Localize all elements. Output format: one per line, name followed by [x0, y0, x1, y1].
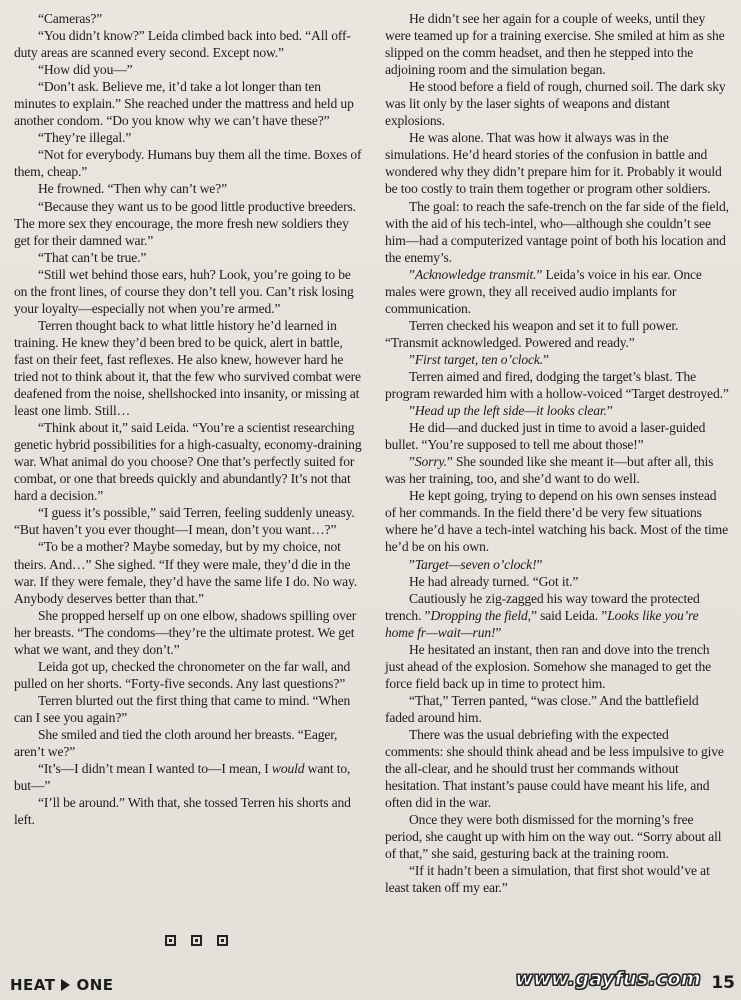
paragraph: [14, 129, 364, 146]
text-run: He was alone. That was how it always was in the simulations. He’d heard stories of the confusion in battle and wondered why they didn’t prepare him for it. Probably it would be too costly to train them together or program other soldiers.: [385, 130, 722, 197]
text-run: “Still wet behind those ears, huh? Look, you’re going to be on the front lines, of course they don’t tell you. Can’t risk losing your loyalty—especially not when you’re armed.”: [14, 266, 354, 316]
paragraph: [14, 78, 364, 129]
italic-text-run: Sorry.: [414, 454, 447, 470]
text-run: Terren checked his weapon and set it to full power. “Transmit acknowledged. Powered and ready.”: [385, 317, 679, 350]
text-run: “You didn’t know?” Leida climbed back into bed. “All off-duty areas are scanned every second. Except now.”: [14, 28, 351, 61]
paragraph: [385, 487, 730, 555]
text-run: Cautiously he zig-zagged his way toward the protected trench. ”: [385, 590, 700, 623]
text-run: Terren aimed and fired, dodging the target’s blast. The program rewarded him with a hollow-voiced “Target destroyed.”: [385, 368, 729, 402]
paragraph: [385, 198, 730, 266]
text-run: Leida got up, checked the chronometer on the far wall, and pulled on her shorts. “Forty-five seconds. Any last questions?”: [14, 658, 351, 691]
paragraph: [14, 760, 364, 794]
left-text-column: [14, 10, 364, 828]
text-run: “To be a mother? Maybe someday, but by my choice, not theirs. And…” She sighed. “If they were male, they’d die in the war. If they were female, they’d have the same life I do. No way. Anybody deserves better than that.”: [14, 539, 358, 606]
italic-text-run: would: [271, 761, 305, 777]
italic-text-run: Looks like you’re home fr—wait—run!: [385, 607, 699, 640]
paragraph: [385, 129, 730, 197]
paragraph: [14, 317, 364, 419]
paragraph: [385, 453, 730, 487]
text-run: “Think about it,” said Leida. “You’re a scientist researching genetic hybrid possibilities for a high-casualty, economy-draining war. What animal do you choose? One that’s perfectly suited for combat, or one that breeds quickly and abundantly? It’s not that hard a decision.”: [14, 420, 362, 504]
magazine-title: [10, 976, 114, 994]
paragraph: [14, 10, 364, 27]
magazine-title-word2: ONE: [76, 976, 114, 994]
text-run: “How did you—”: [38, 62, 133, 78]
paragraph: [385, 317, 730, 351]
paragraph: [385, 78, 730, 129]
paragraph: [14, 61, 364, 78]
text-run: Terren blurted out the first thing that came to mind. “When can I see you again?”: [14, 692, 351, 725]
text-run: She propped herself up on one elbow, shadows spilling over her breasts. “The condoms—they’re the ultimate protest. We get what we want, and they don’t.”: [14, 607, 357, 657]
paragraph: [14, 249, 364, 266]
text-run: ”: [409, 351, 415, 367]
paragraph: [385, 556, 730, 573]
italic-text-run: Acknowledge transmit.: [414, 266, 537, 282]
text-run: ”: [409, 266, 415, 282]
text-run: ” She sounded like she meant it—but after all, this was her training, too, and she’d want to do well.: [385, 454, 714, 487]
text-run: He didn’t see her again for a couple of weeks, until they were teamed up for a training exercise. She smiled at him as she slipped on the comm headset, and then he stepped into the adjoining room and the simulation began.: [385, 11, 725, 78]
paragraph: [385, 726, 730, 811]
italic-text-run: First target, ten o’clock.: [414, 351, 543, 367]
text-run: She smiled and tied the cloth around her breasts. “Eager, aren’t we?”: [14, 726, 338, 760]
paragraph: [385, 402, 730, 419]
text-run: He frowned. “Then why can’t we?”: [38, 181, 227, 197]
paragraph: [385, 419, 730, 453]
paragraph: [14, 692, 364, 726]
paragraph: [14, 198, 364, 249]
text-run: ”: [409, 403, 415, 419]
triangle-right-icon: [61, 979, 70, 991]
text-run: “That,” Terren panted, “was close.” And the battlefield faded around him.: [385, 692, 699, 725]
text-run: “Because they want us to be good little productive breeders. The more sex they encourage, the more fresh new soldiers they get for their damned war.”: [14, 198, 356, 248]
text-run: ” Leida’s voice in his ear. Once males were grown, they all received audio implants for communication.: [385, 266, 702, 316]
paragraph: [385, 573, 730, 590]
page-number: 15: [711, 973, 735, 993]
end-mark-icon: [191, 935, 202, 946]
paragraph: [385, 590, 730, 641]
paragraph: [385, 811, 730, 862]
italic-text-run: Target—seven o’clock!: [414, 556, 537, 572]
end-mark-icon: [217, 935, 228, 946]
magazine-title-word1: HEAT: [10, 976, 56, 994]
paragraph: [14, 504, 364, 538]
text-run: ”: [409, 454, 415, 470]
paragraph: [14, 419, 364, 504]
right-text-column: [385, 10, 730, 896]
text-run: ”: [543, 351, 549, 367]
paragraph: [14, 27, 364, 61]
section-end-marks: [165, 935, 228, 946]
text-run: “That can’t be true.”: [38, 249, 147, 265]
paragraph: [385, 692, 730, 726]
text-run: Once they were both dismissed for the morning’s free period, she caught up with him on the way out. “Sorry about all of that,” she said, gesturing back at the training room.: [385, 812, 722, 862]
text-run: ”: [495, 624, 502, 640]
text-run: He had already turned. “Got it.”: [409, 573, 579, 589]
page-footer: [0, 968, 741, 1000]
paragraph: [385, 266, 730, 317]
text-run: “They’re illegal.”: [38, 130, 132, 146]
text-run: He did—and ducked just in time to avoid a laser-guided bullet. “You’re supposed to tell me about those!”: [385, 420, 706, 453]
italic-text-run: Dropping the field,: [430, 607, 531, 623]
text-run: want to, but—”: [14, 761, 351, 794]
paragraph: [14, 180, 364, 197]
watermark-text: www.gayfus.com: [515, 968, 701, 990]
text-run: There was the usual debriefing with the expected comments: she should think ahead and be less impulsive to give the all-clear, and he should trust her commands without hesitation. That instant’s pause could have meant his life, and often did in the war.: [385, 726, 724, 811]
paragraph: [14, 146, 364, 180]
text-run: Terren thought back to what little history he’d learned in training. He knew they’d been bred to be quick, alert in battle, fast on their feet, fast reflexes. He also knew, however hard he tried not to think about it, that the few who survived combat were deafened from the noise, shellshocked into insanity, or missing at least one limb. Still…: [14, 317, 361, 419]
paragraph: [14, 658, 364, 692]
paragraph: [14, 726, 364, 760]
text-run: He stood before a field of rough, churned soil. The dark sky was lit only by the laser sights of weapons and distant explosions.: [385, 79, 726, 129]
italic-text-run: Head up the left side—it looks clear.: [414, 403, 607, 419]
text-run: He kept going, trying to depend on his own senses instead of her commands. In the field there’d be very few situations where he’d have a tech-intel watching his back. Most of the time he’d be on his own.: [385, 488, 728, 555]
text-run: “Cameras?”: [38, 11, 103, 26]
paragraph: [385, 641, 730, 692]
text-run: “Don’t ask. Believe me, it’d take a lot longer than ten minutes to explain.” She reached under the mattress and held up another condom. “Do you know why we can’t have these?”: [14, 79, 354, 129]
text-run: ”: [536, 556, 543, 572]
paragraph: [385, 862, 730, 896]
text-run: “Not for everybody. Humans buy them all the time. Boxes of them, cheap.”: [14, 147, 362, 180]
text-run: ”: [606, 403, 613, 419]
paragraph: [14, 607, 364, 658]
text-run: “I’ll be around.” With that, she tossed Terren his shorts and left.: [14, 795, 351, 828]
text-run: “If it hadn’t been a simulation, that first shot would’ve at least taken off my ear.”: [385, 863, 710, 896]
paragraph: [385, 368, 730, 402]
end-mark-icon: [165, 935, 176, 946]
paragraph: [14, 538, 364, 606]
text-run: “It’s—I didn’t mean I wanted to—I mean, I: [38, 761, 272, 777]
paragraph: [385, 10, 730, 78]
text-run: The goal: to reach the safe-trench on the far side of the field, with the aid of his tech-intel, who—although she couldn’t see him—had a computerized vantage point of both his location and the enemy’s.: [385, 198, 729, 265]
text-run: He hesitated an instant, then ran and dove into the trench just ahead of the explosion. Somehow she managed to get the force field back up in time to protect him.: [385, 641, 712, 691]
text-run: “I guess it’s possible,” said Terren, feeling suddenly uneasy. “But haven’t you ever thought—I mean, don’t you want…?”: [14, 505, 355, 538]
text-run: ” said Leida. ”: [530, 607, 608, 623]
paragraph: [14, 794, 364, 828]
text-run: ”: [409, 556, 415, 572]
paragraph: [385, 351, 730, 368]
paragraph: [14, 266, 364, 317]
